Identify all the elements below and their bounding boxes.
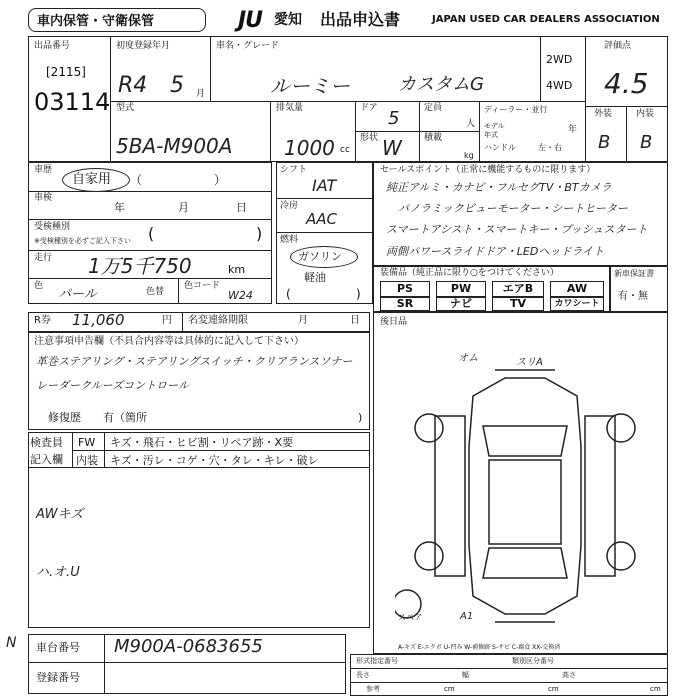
divider — [182, 312, 183, 332]
inspector-label-2: 記入欄 — [30, 453, 63, 466]
car-diagram — [395, 353, 650, 636]
fuel-gas: ガソリン — [298, 250, 342, 263]
equip-tv: TV — [492, 297, 544, 311]
divider — [210, 36, 211, 101]
left-side-panel — [435, 416, 465, 576]
selling-point-line-1: 純正アルミ・カナビ・フルセグTV・BTカメラ — [386, 181, 612, 194]
divider — [28, 662, 346, 663]
divider — [350, 668, 668, 669]
exterior-grade: B — [598, 132, 611, 153]
color-code-value: W24 — [228, 289, 253, 302]
equipment-label: 装備品（純正品に限り○をつけてください） — [380, 268, 559, 278]
brand-logo-text: JU — [238, 8, 263, 33]
color-code-label: 色コード — [184, 281, 221, 291]
divider — [479, 101, 480, 162]
transfer-label: 名変連絡期限 — [188, 315, 248, 326]
chassis-label: 車台番号 — [36, 641, 80, 654]
inspector-note-1: AWキズ — [36, 507, 84, 522]
car-name: ルーミー — [270, 74, 350, 98]
damage-legend: A-キズ E-エクボ U-凹み W-補修跡 S-サビ C-腐食 XX-交換済 — [398, 644, 561, 651]
drive-2wd: 2WD — [546, 53, 573, 66]
selling-point-line-4: 両側パワースライドドア・LEDヘッドライト — [386, 245, 605, 258]
dims-cm-3: cm — [650, 685, 661, 693]
type-label: 型式 — [116, 103, 135, 113]
diagram-mark-1: オム — [458, 353, 478, 364]
model-year-label: モデル 年式 — [484, 122, 505, 139]
dims-cm-1: cm — [444, 685, 455, 693]
interior-label: 内装 — [636, 109, 655, 119]
divider — [28, 250, 272, 251]
divider — [350, 682, 668, 683]
mileage-value: 1万5千750 — [88, 254, 192, 278]
spare-label: スペア — [398, 613, 422, 622]
aircon-value: AAC — [306, 210, 337, 228]
chassis-value: M900A-0683655 — [114, 636, 263, 657]
equip-airbag: エアB — [492, 281, 544, 297]
inspection-year: 年 — [114, 201, 125, 214]
equip-leather-seat: カワシート — [550, 297, 604, 311]
first-registration-label: 初度登録年月 — [116, 41, 171, 51]
divider — [626, 106, 627, 162]
listing-number-label: 出品番号 — [34, 41, 71, 51]
divider — [110, 101, 585, 102]
repair-history-label: 修復歴 有（箇所 — [48, 411, 147, 424]
interior-grade: B — [640, 132, 653, 153]
displacement-value: 1000 — [284, 136, 335, 160]
windshield — [483, 426, 567, 456]
equip-aw: AW — [550, 281, 604, 297]
form-title: 出品申込書 — [320, 10, 401, 29]
front-left-wheel — [415, 414, 443, 442]
rear-right-wheel — [607, 542, 635, 570]
mileage-label: 走行 — [34, 253, 53, 263]
grade-score-label: 評価点 — [604, 41, 632, 51]
divider — [28, 219, 272, 220]
right-side-panel — [585, 416, 615, 576]
divider — [276, 232, 373, 233]
recycle-label: R券 — [34, 315, 51, 326]
notes-line-2: レーダークルーズコントロール — [36, 379, 189, 392]
grade-score-value: 4.5 — [604, 67, 649, 100]
color-value: パール — [58, 287, 97, 302]
capacity-unit: 人 — [466, 119, 476, 129]
transfer-month: 月 — [298, 315, 308, 326]
inspector-label-1: 検査員 — [30, 436, 63, 449]
warranty-options: 有・無 — [618, 291, 648, 302]
selling-point-line-2: パノラミックビューモーター・シートヒーター — [398, 202, 628, 215]
selling-point-line-3: スマートアシスト・スマートキー・プッシュスタート — [386, 223, 648, 236]
listing-number: 03114 — [34, 88, 111, 116]
month-unit: 月 — [196, 89, 206, 99]
fuel-label: 燃料 — [280, 235, 299, 245]
receipt-paren-close: ) — [256, 224, 263, 243]
listing-bracket-code: [2115] — [46, 65, 86, 79]
selling-points-label: セールスポイント（正常に機能するものに限ります） — [380, 165, 596, 175]
fuel-diesel: 軽油 — [304, 271, 326, 284]
drive-4wd: 4WD — [546, 79, 573, 92]
inspector-fw-text: キズ・飛石・ヒビ割・リペア跡・X要 — [110, 436, 294, 449]
first-registration-month: 5 — [170, 73, 184, 98]
receipt-label: 受検種別 — [34, 222, 71, 232]
receipt-paren-open: ( — [148, 224, 155, 243]
handle-options: 左・右 — [538, 143, 562, 152]
type-value: 5BA-M900A — [116, 134, 233, 158]
shift-label: シフト — [280, 165, 308, 175]
inspector-notes-area — [28, 468, 370, 628]
inspector-fw: FW — [78, 436, 96, 449]
inspection-day: 日 — [236, 201, 247, 214]
receipt-sub: ※受検種別を必ずご記入下さい — [34, 237, 131, 245]
dims-ref: 参考 — [366, 685, 380, 693]
warranty-label: 新車保証書 — [614, 269, 654, 278]
divider — [72, 450, 370, 451]
dims-row1: 形式指定番号 — [356, 657, 398, 665]
aircon-label: 冷房 — [280, 201, 299, 211]
first-registration-year: R4 — [118, 73, 148, 98]
notes-line-1: 革巻ステアリング・ステアリングスイッチ・クリアランスソナー — [36, 355, 353, 368]
usage-label: 車歴 — [34, 165, 53, 175]
recycle-value: 11,060 — [72, 311, 125, 329]
equip-ps: PS — [380, 281, 430, 297]
car-name-label: 車名・グレード — [216, 41, 280, 51]
brand-name: 愛知 — [274, 12, 302, 28]
inspection-month: 月 — [178, 201, 189, 214]
divider — [104, 634, 105, 694]
shape-label: 形状 — [360, 133, 379, 143]
divider — [178, 278, 179, 304]
diagram-mark-3: A1 — [460, 611, 474, 622]
shift-value: IAT — [312, 176, 337, 195]
chassis-mark: N — [6, 635, 17, 651]
color-label: 色 — [34, 281, 44, 291]
inspector-int: 内装 — [76, 454, 98, 467]
car-grade: カスタムG — [398, 74, 484, 95]
association-name: JAPAN USED CAR DEALERS ASSOCIATION — [432, 14, 660, 25]
handle-label: ハンドル — [484, 143, 516, 152]
inspection-label: 車検 — [34, 193, 53, 203]
later-doc-label: 後日品 — [380, 317, 408, 327]
paint-change-label: 色替 — [146, 287, 165, 297]
inspector-int-text: キズ・汚レ・コゲ・穴・タレ・キレ・破レ — [110, 454, 319, 467]
equip-navi: ナビ — [436, 297, 486, 311]
registration-label: 登録番号 — [36, 671, 80, 684]
fuel-paren-open: ( — [286, 287, 291, 301]
dims-height: 高さ — [562, 671, 576, 679]
front-right-wheel — [607, 414, 635, 442]
usage-value: 自家用 — [72, 172, 112, 187]
year-unit: 年 — [568, 125, 578, 135]
displacement-label: 排気量 — [276, 103, 304, 113]
inspector-note-2: ハ.オ.U — [36, 565, 80, 580]
rear-left-wheel — [415, 542, 443, 570]
divider — [540, 36, 541, 101]
exterior-label: 外装 — [594, 109, 613, 119]
storage-label: 車内保管・守衛保管 — [37, 14, 155, 29]
divider — [28, 191, 272, 192]
storage-label-box — [28, 8, 206, 32]
rear-window — [483, 548, 567, 578]
capacity-label: 定員 — [424, 103, 443, 113]
dealer-label: ディーラー・並行 — [484, 105, 548, 114]
diagram-mark-2: スリA — [516, 357, 543, 368]
roof — [489, 460, 561, 544]
repair-history-close: ) — [358, 411, 363, 424]
displacement-unit: cc — [340, 145, 350, 155]
divider — [270, 101, 271, 162]
doors-label: ドア — [360, 103, 378, 113]
dims-cm-2: cm — [548, 685, 559, 693]
shape-value: W — [382, 136, 402, 160]
equip-sr: SR — [380, 297, 430, 311]
recycle-unit: 円 — [162, 315, 172, 326]
divider — [355, 131, 479, 132]
dims-row2: 類別区分番号 — [512, 657, 554, 665]
notes-label: 注意事項申告欄（不具合内容等は具体的に記入して下さい） — [34, 336, 304, 347]
doors-value: 5 — [388, 108, 400, 129]
load-label: 積載 — [424, 133, 443, 143]
dims-width: 幅 — [462, 671, 469, 679]
brand-logo — [238, 8, 262, 33]
load-unit: kg — [464, 151, 474, 160]
fuel-paren-close: ) — [356, 287, 361, 301]
equip-pw: PW — [436, 281, 486, 297]
usage-paren: （ ） — [130, 173, 227, 187]
divider — [276, 198, 373, 199]
divider — [585, 36, 586, 162]
divider — [28, 278, 272, 279]
dims-length: 長さ — [356, 671, 370, 679]
mileage-unit: km — [228, 263, 246, 276]
transfer-day: 日 — [350, 315, 360, 326]
